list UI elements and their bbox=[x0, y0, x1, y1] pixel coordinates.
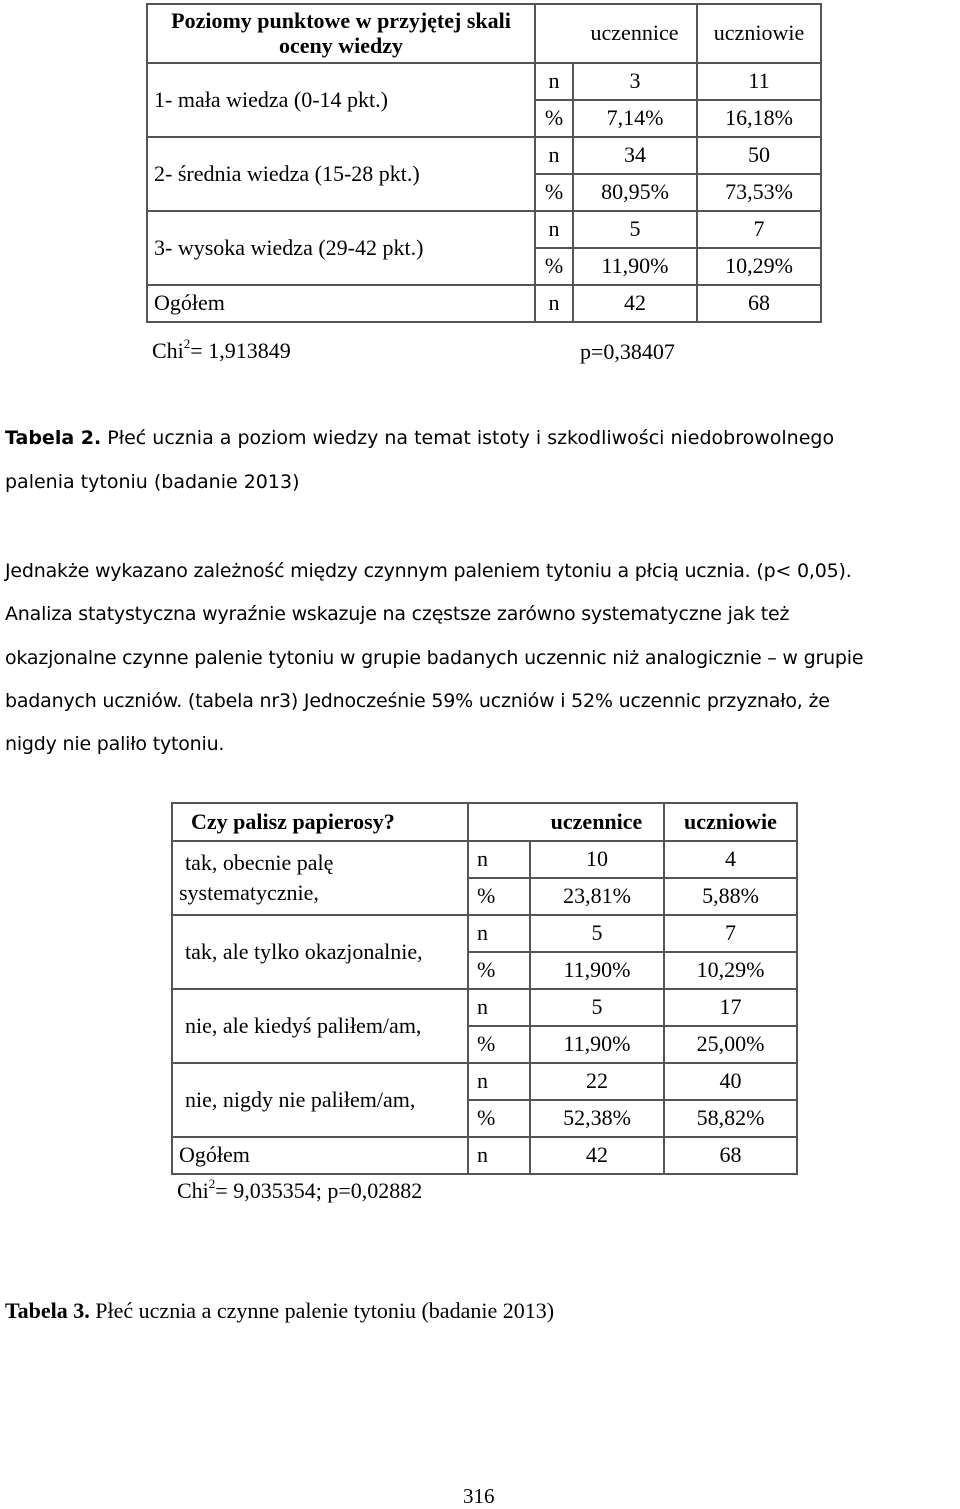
table-3-cell: 23,81% bbox=[530, 878, 664, 915]
table-3-stat-label: n bbox=[468, 1063, 530, 1100]
table-2-cell: 68 bbox=[697, 285, 821, 322]
table-2-cell: 11 bbox=[697, 63, 821, 100]
caption-2 bbox=[5, 427, 834, 449]
table-2-stat-label: n bbox=[535, 211, 573, 248]
table-2-cell: 34 bbox=[573, 137, 697, 174]
table-3-stat-label: n bbox=[468, 989, 530, 1026]
table-3-cell: 10,29% bbox=[664, 952, 797, 989]
table-2-row-label: 3- wysoka wiedza (29-42 pkt.) bbox=[147, 211, 535, 285]
table-3-cell: 5 bbox=[530, 915, 664, 952]
table-3-cell: 10 bbox=[530, 841, 664, 878]
table-2-stat-label: % bbox=[535, 174, 573, 211]
table-3-cell: 22 bbox=[530, 1063, 664, 1100]
table-3-stat-label: % bbox=[468, 1026, 530, 1063]
table-3-cell: 5,88% bbox=[664, 878, 797, 915]
table-2-cell: 80,95% bbox=[573, 174, 697, 211]
table-3-header-female: uczennice bbox=[530, 803, 664, 841]
table-3-stat-label: n bbox=[468, 915, 530, 952]
table-3-stat-label: % bbox=[468, 878, 530, 915]
table-2-header-male: uczniowie bbox=[697, 4, 821, 63]
table-2-cell: 3 bbox=[573, 63, 697, 100]
table-3-row-label: nie, ale kiedyś paliłem/am, bbox=[172, 989, 468, 1063]
caption-3 bbox=[5, 1298, 554, 1324]
table-3-stat-label: n bbox=[468, 841, 530, 878]
table-3-total-label: Ogółem bbox=[172, 1137, 468, 1174]
table-2-stat-label: % bbox=[535, 100, 573, 137]
table-3-cell: 25,00% bbox=[664, 1026, 797, 1063]
table-2-cell: 5 bbox=[573, 211, 697, 248]
table-2-header-label: Poziomy punktowe w przyjętej skali oceny wiedzy bbox=[147, 4, 535, 63]
table-2-cell: 10,29% bbox=[697, 248, 821, 285]
table-3-row-label: tak, ale tylko okazjonalnie, bbox=[172, 915, 468, 989]
table-2-cell: 42 bbox=[573, 285, 697, 322]
table-3-header-male: uczniowie bbox=[664, 803, 797, 841]
table-2-cell: 11,90% bbox=[573, 248, 697, 285]
table-3-cell: 11,90% bbox=[530, 952, 664, 989]
paragraph-line: nigdy nie paliło tytoniu. bbox=[5, 733, 225, 755]
table-3-header-label: Czy palisz papierosy? bbox=[172, 803, 468, 841]
table-3-chi: Chi$^2$= 9,035354; p=0,02882 bbox=[177, 1176, 423, 1203]
table-3-stat-label: n bbox=[468, 1137, 530, 1174]
table-3-cell: 58,82% bbox=[664, 1100, 797, 1137]
table-2-header-female: uczennice bbox=[573, 4, 697, 63]
caption-2-label: Tabela 2. bbox=[5, 427, 102, 449]
table-3-cell: 5 bbox=[530, 989, 664, 1026]
table-3-row-label: nie, nigdy nie paliłem/am, bbox=[172, 1063, 468, 1137]
table-2-p-value: p=0,38407 bbox=[580, 339, 675, 364]
table-2 bbox=[146, 3, 822, 323]
table-3-cell: 11,90% bbox=[530, 1026, 664, 1063]
caption-2-text: Płeć ucznia a poziom wiedzy na temat istoty i szkodliwości niedobrowolnego bbox=[107, 427, 835, 449]
paragraph-line: badanych uczniów. (tabela nr3) Jednocześnie 59% uczniów i 52% uczennic przyznało, że bbox=[5, 690, 830, 712]
table-2-stat-label: n bbox=[535, 285, 573, 322]
caption-2-line-2: palenia tytoniu (badanie 2013) bbox=[5, 471, 300, 493]
table-3-cell: 7 bbox=[664, 915, 797, 952]
table-2-row-label: 1- mała wiedza (0-14 pkt.) bbox=[147, 63, 535, 137]
table-2-cell: 16,18% bbox=[697, 100, 821, 137]
table-3-cell: 52,38% bbox=[530, 1100, 664, 1137]
caption-3-text: Płeć ucznia a czynne palenie tytoniu (badanie 2013) bbox=[95, 1298, 555, 1323]
table-2-cell: 73,53% bbox=[697, 174, 821, 211]
table-3-cell: 68 bbox=[664, 1137, 797, 1174]
table-2-row-label: 2- średnia wiedza (15-28 pkt.) bbox=[147, 137, 535, 211]
table-3 bbox=[171, 802, 798, 1175]
page-number: 316 bbox=[463, 1484, 495, 1508]
table-2-total-label: Ogółem bbox=[147, 285, 535, 322]
table-2-cell: 7,14% bbox=[573, 100, 697, 137]
paragraph-line: okazjonalne czynne palenie tytoniu w grupie badanych uczennic niż analogicznie – w grupie bbox=[5, 647, 864, 669]
table-3-cell: 17 bbox=[664, 989, 797, 1026]
table-2-cell: 50 bbox=[697, 137, 821, 174]
table-3-cell: 4 bbox=[664, 841, 797, 878]
caption-3-label: Tabela 3. bbox=[5, 1298, 90, 1323]
table-3-stat-label: % bbox=[468, 952, 530, 989]
table-3-stat-label: % bbox=[468, 1100, 530, 1137]
table-3-cell: 40 bbox=[664, 1063, 797, 1100]
paragraph-line: Analiza statystyczna wyraźnie wskazuje na częstsze zarówno systematyczne jak też bbox=[5, 603, 790, 625]
table-2-stat-label: n bbox=[535, 63, 573, 100]
table-2-cell: 7 bbox=[697, 211, 821, 248]
table-2-chi: Chi$^2$= 1,913849 bbox=[152, 336, 291, 363]
table-3-cell: 42 bbox=[530, 1137, 664, 1174]
paragraph-line: Jednakże wykazano zależność między czynnym paleniem tytoniu a płcią ucznia. (p< 0,05). bbox=[5, 560, 852, 582]
table-3-row-label: tak, obecnie palę systematycznie, bbox=[172, 841, 468, 915]
table-2-stat-label: n bbox=[535, 137, 573, 174]
table-2-stat-label: % bbox=[535, 248, 573, 285]
